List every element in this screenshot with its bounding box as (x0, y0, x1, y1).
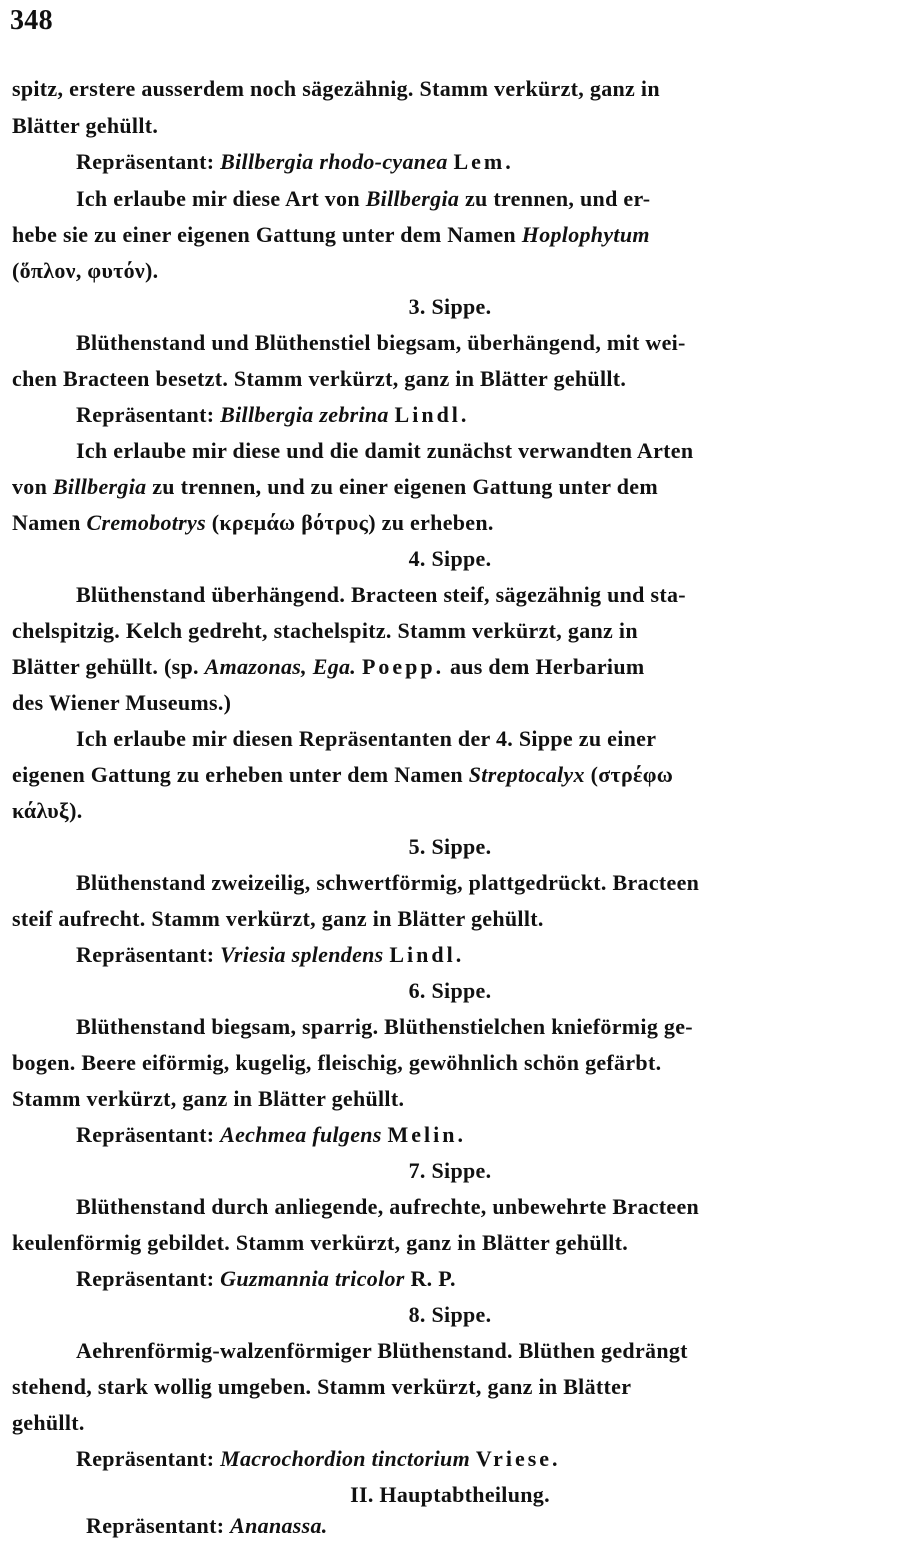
genus-name: Hoplophytum (521, 222, 650, 247)
text-line: Stamm verkürzt, ganz in Blätter gehüllt. (12, 1086, 405, 1111)
representative-line (76, 1120, 466, 1150)
author-name: R. P. (410, 1266, 456, 1291)
representative-label: Repräsentant: (76, 149, 215, 174)
section-heading: 3. Sippe. (408, 294, 492, 319)
representative-line (76, 940, 464, 970)
author-name: Melin. (387, 1122, 467, 1147)
text-line (12, 472, 658, 502)
text-line (12, 760, 673, 790)
representative-line (86, 1511, 328, 1541)
text-span: zu trennen, und zu einer eigenen Gattung unter dem (152, 474, 658, 499)
species-name: Billbergia rhodo-cyanea (220, 149, 448, 174)
text-span: aus dem Herbarium (449, 654, 645, 679)
representative-label: Repräsentant: (76, 942, 215, 967)
text-span: (στρέφω (590, 762, 674, 787)
text-line: spitz, erstere ausserdem noch sägezähnig. Stamm verkürzt, ganz in (12, 76, 660, 101)
text-line (12, 652, 644, 682)
section-heading: 6. Sippe. (408, 978, 492, 1003)
species-name: Macrochordion tinctorium (220, 1446, 470, 1471)
text-line: stehend, stark wollig umgeben. Stamm verkürzt, ganz in Blätter (12, 1374, 632, 1399)
text-line: (ὅπλον, φυτόν). (12, 258, 159, 283)
text-line (12, 220, 650, 250)
representative-label: Repräsentant: (76, 1446, 215, 1471)
genus-name: Billbergia (52, 474, 147, 499)
locality-name: Amazonas, Ega. (204, 654, 357, 679)
text-line (76, 184, 650, 214)
text-span: von (12, 474, 48, 499)
representative-line (76, 1264, 456, 1294)
author-name: Lindl. (389, 942, 465, 967)
representative-line (76, 400, 469, 430)
page-number: 348 (10, 5, 53, 36)
text-line: chen Bracteen besetzt. Stamm verkürzt, ganz in Blätter gehüllt. (12, 366, 627, 391)
text-span: Ich erlaube mir diese Art von (76, 186, 360, 211)
text-line: Blüthenstand biegsam, sparrig. Blüthenstielchen knieförmig ge- (76, 1014, 693, 1039)
text-line: κάλυξ). (12, 798, 83, 823)
author-name: Lindl. (394, 402, 470, 427)
representative-label: Repräsentant: (76, 1266, 215, 1291)
text-span: eigenen Gattung zu erheben unter dem Namen (12, 762, 463, 787)
text-line: Blüthenstand überhängend. Bracteen steif, sägezähnig und sta- (76, 582, 686, 607)
text-span: Namen (12, 510, 81, 535)
text-span: zu trennen, und er- (464, 186, 651, 211)
species-name: Guzmannia tricolor (220, 1266, 405, 1291)
representative-line (76, 1444, 561, 1474)
species-name: Vriesia splendens (220, 942, 384, 967)
text-line: chelspitzig. Kelch gedreht, stachelspitz. Stamm verkürzt, ganz in (12, 618, 638, 643)
text-line: Blüthenstand durch anliegende, aufrechte, unbewehrte Bracteen (76, 1194, 700, 1219)
text-line: des Wiener Museums.) (12, 690, 232, 715)
genus-name: Billbergia (365, 186, 460, 211)
text-line: Blüthenstand zweizeilig, schwertförmig, plattgedrückt. Bracteen (76, 870, 700, 895)
text-line: keulenförmig gebildet. Stamm verkürzt, ganz in Blätter gehüllt. (12, 1230, 629, 1255)
author-name: Vriese. (475, 1446, 561, 1471)
section-heading: 4. Sippe. (408, 546, 492, 571)
species-name: Ananassa. (230, 1513, 328, 1538)
text-span: Blätter gehüllt. (sp. (12, 654, 199, 679)
section-heading: 8. Sippe. (408, 1302, 492, 1327)
division-heading: II. Hauptabtheilung. (350, 1482, 550, 1507)
text-line: Ich erlaube mir diesen Repräsentanten der 4. Sippe zu einer (76, 726, 657, 751)
author-name: Poepp. (361, 654, 445, 679)
text-line: steif aufrecht. Stamm verkürzt, ganz in Blätter gehüllt. (12, 906, 544, 931)
genus-name: Streptocalyx (468, 762, 585, 787)
text-line: Ich erlaube mir diese und die damit zunächst verwandten Arten (76, 438, 694, 463)
text-line: gehüllt. (12, 1410, 85, 1435)
text-line (12, 508, 494, 538)
species-name: Aechmea fulgens (220, 1122, 382, 1147)
text-line: Blätter gehüllt. (12, 113, 159, 138)
section-heading: 5. Sippe. (408, 834, 492, 859)
text-line: bogen. Beere eiförmig, kugelig, fleischig, gewöhnlich schön gefärbt. (12, 1050, 662, 1075)
text-line: Aehrenförmig-walzenförmiger Blüthenstand. Blüthen gedrängt (76, 1338, 688, 1363)
text-span: (κρεμάω βότρυς) zu erheben. (211, 510, 494, 535)
representative-line (76, 147, 514, 177)
text-span: hebe sie zu einer eigenen Gattung unter dem Namen (12, 222, 516, 247)
representative-label: Repräsentant: (76, 1122, 215, 1147)
representative-label: Repräsentant: (76, 402, 215, 427)
species-name: Billbergia zebrina (220, 402, 389, 427)
genus-name: Cremobotrys (86, 510, 206, 535)
text-line: Blüthenstand und Blüthenstiel biegsam, überhängend, mit wei- (76, 330, 686, 355)
author-name: Lem. (453, 149, 514, 174)
section-heading: 7. Sippe. (408, 1158, 492, 1183)
representative-label: Repräsentant: (86, 1513, 225, 1538)
